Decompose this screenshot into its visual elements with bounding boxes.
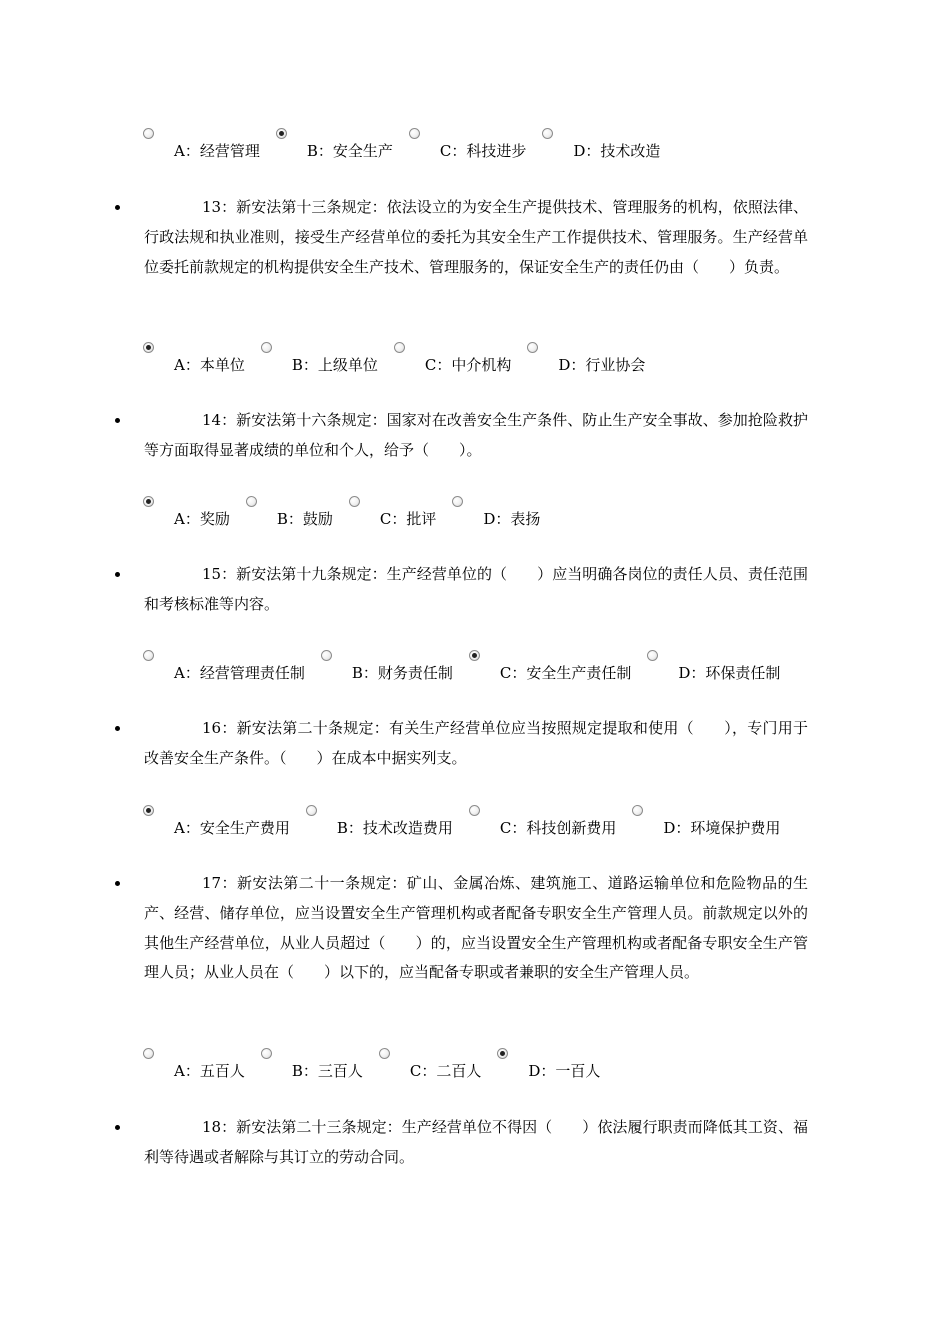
option-b[interactable] xyxy=(261,342,394,375)
option-c[interactable] xyxy=(349,496,452,529)
option-d[interactable] xyxy=(632,805,796,838)
option-label: A：安全生产费用 xyxy=(174,819,290,837)
list-bullet xyxy=(115,726,120,731)
list-bullet xyxy=(115,881,120,886)
option-b[interactable] xyxy=(276,128,409,161)
option-label: D：行业协会 xyxy=(558,356,646,374)
radio-button[interactable] xyxy=(321,650,332,661)
option-label: D：表扬 xyxy=(483,510,541,528)
list-bullet xyxy=(115,572,120,577)
radio-button[interactable] xyxy=(143,128,154,139)
option-c[interactable] xyxy=(379,1048,497,1081)
option-b[interactable] xyxy=(306,805,469,838)
option-label: D：环境保护费用 xyxy=(663,819,781,837)
options-question-13 xyxy=(143,342,661,378)
options-prev-question xyxy=(143,128,676,164)
radio-button[interactable] xyxy=(394,342,405,353)
radio-button-selected[interactable] xyxy=(143,342,154,353)
options-question-16 xyxy=(143,805,796,841)
radio-button-selected[interactable] xyxy=(276,128,287,139)
radio-button[interactable] xyxy=(261,342,272,353)
options-question-15 xyxy=(143,650,796,686)
option-label: A：奖励 xyxy=(174,510,230,528)
option-label: A：本单位 xyxy=(174,356,245,374)
option-b[interactable] xyxy=(246,496,349,529)
radio-button[interactable] xyxy=(246,496,257,507)
list-bullet xyxy=(115,1125,120,1130)
option-label: B：技术改造费用 xyxy=(336,819,453,837)
option-b[interactable] xyxy=(261,1048,379,1081)
option-label: D：技术改造 xyxy=(573,142,661,160)
option-label: C：安全生产责任制 xyxy=(499,664,632,682)
option-a[interactable] xyxy=(143,496,246,529)
question-text: 17：新安法第二十一条规定：矿山、金属冶炼、建筑施工、道路运输单位和危险物品的生产、经营、储存单位，应当设置安全生产管理机构或者配备专职安全生产管理人员。前款规定以外的其他生产经营单位，从业人员超过（ ）的，应当设置安全生产管理机构或者配备专职安全生产管理人员；从业人员在（ ）以下的，应当配备专职或者兼职的安全生产管理人员。 xyxy=(144,874,808,982)
radio-button[interactable] xyxy=(469,805,480,816)
radio-button-selected[interactable] xyxy=(469,650,480,661)
radio-button[interactable] xyxy=(647,650,658,661)
radio-button[interactable] xyxy=(349,496,360,507)
question-text: 16：新安法第二十条规定：有关生产经营单位应当按照规定提取和使用（ ），专门用于改善安全生产条件。（ ）在成本中据实列支。 xyxy=(144,719,808,767)
radio-button[interactable] xyxy=(452,496,463,507)
radio-button[interactable] xyxy=(542,128,553,139)
list-bullet xyxy=(115,418,120,423)
radio-button[interactable] xyxy=(527,342,538,353)
option-label: D：一百人 xyxy=(528,1062,601,1080)
option-a[interactable] xyxy=(143,1048,261,1081)
option-label: A：经营管理 xyxy=(174,142,260,160)
option-a[interactable] xyxy=(143,342,261,375)
radio-button[interactable] xyxy=(143,1048,154,1059)
question-text: 13：新安法第十三条规定：依法设立的为安全生产提供技术、管理服务的机构，依照法律、行政法规和执业准则，接受生产经营单位的委托为其安全生产工作提供技术、管理服务。生产经营单位委托前款规定的机构提供安全生产技术、管理服务的，保证安全生产的责任仍由（ ）负责。 xyxy=(144,198,808,276)
radio-button[interactable] xyxy=(409,128,420,139)
option-c[interactable] xyxy=(469,650,647,683)
option-label: A：经营管理责任制 xyxy=(174,664,305,682)
option-label: C：二百人 xyxy=(409,1062,482,1080)
option-label: B：鼓励 xyxy=(276,510,333,528)
option-c[interactable] xyxy=(469,805,632,838)
option-d[interactable] xyxy=(542,128,676,161)
radio-button[interactable] xyxy=(261,1048,272,1059)
option-label: B：上级单位 xyxy=(291,356,378,374)
option-a[interactable] xyxy=(143,805,306,838)
question-text: 15：新安法第十九条规定：生产经营单位的（ ）应当明确各岗位的责任人员、责任范围和考核标准等内容。 xyxy=(144,565,808,613)
option-label: A：五百人 xyxy=(174,1062,245,1080)
list-bullet xyxy=(115,205,120,210)
option-label: B：三百人 xyxy=(291,1062,363,1080)
option-label: B：安全生产 xyxy=(306,142,393,160)
option-label: C：科技进步 xyxy=(439,142,527,160)
option-label: C：中介机构 xyxy=(424,356,512,374)
radio-button[interactable] xyxy=(306,805,317,816)
question-text: 14：新安法第十六条规定：国家对在改善安全生产条件、防止生产安全事故、参加抢险救护等方面取得显著成绩的单位和个人，给予（ ）。 xyxy=(144,411,808,459)
radio-button-selected[interactable] xyxy=(143,805,154,816)
option-d[interactable] xyxy=(647,650,796,683)
option-label: D：环保责任制 xyxy=(678,664,781,682)
option-label: C：科技创新费用 xyxy=(499,819,617,837)
option-d[interactable] xyxy=(527,342,661,375)
option-label: B：财务责任制 xyxy=(351,664,453,682)
radio-button[interactable] xyxy=(632,805,643,816)
radio-button-selected[interactable] xyxy=(143,496,154,507)
options-question-17 xyxy=(143,1048,616,1084)
question-text: 18：新安法第二十三条规定：生产经营单位不得因（ ）依法履行职责而降低其工资、福利等待遇或者解除与其订立的劳动合同。 xyxy=(144,1118,808,1166)
option-d[interactable] xyxy=(452,496,556,529)
options-question-14 xyxy=(143,496,556,532)
option-a[interactable] xyxy=(143,128,276,161)
option-c[interactable] xyxy=(409,128,542,161)
radio-button[interactable] xyxy=(379,1048,390,1059)
radio-button[interactable] xyxy=(143,650,154,661)
radio-button-selected[interactable] xyxy=(497,1048,508,1059)
option-b[interactable] xyxy=(321,650,469,683)
option-d[interactable] xyxy=(497,1048,616,1081)
option-label: C：批评 xyxy=(379,510,437,528)
option-c[interactable] xyxy=(394,342,527,375)
option-a[interactable] xyxy=(143,650,321,683)
